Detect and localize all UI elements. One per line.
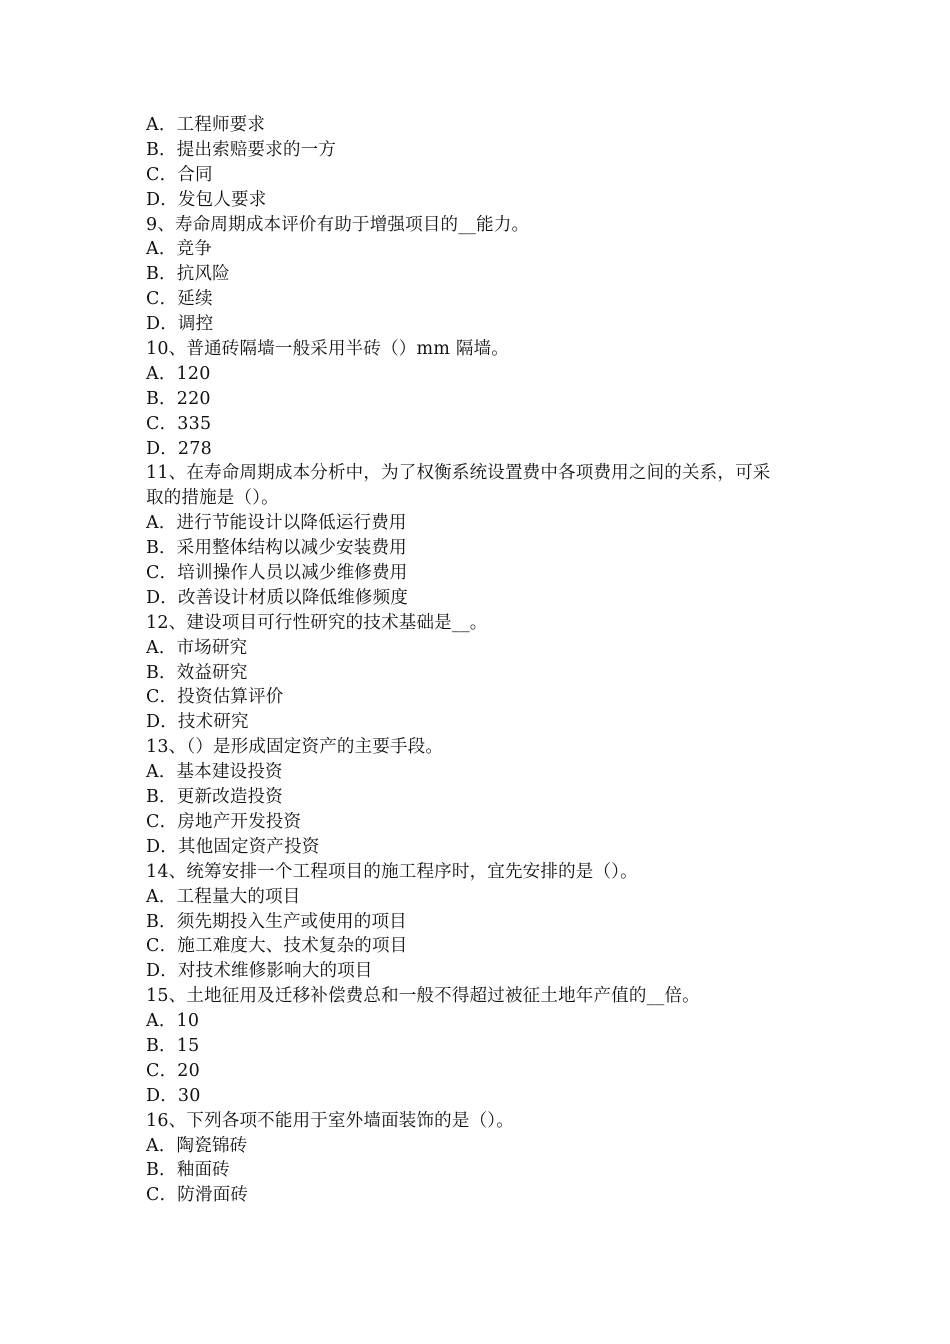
option-line: B．须先期投入生产或使用的项目 — [146, 911, 407, 932]
option-line: C．防滑面砖 — [146, 1185, 249, 1206]
option-line: D．发包人要求 — [146, 189, 267, 210]
option-line: D．改善设计材质以降低维修频度 — [146, 587, 409, 608]
option-line: A．市场研究 — [146, 637, 248, 658]
option-line: A．陶瓷锦砖 — [146, 1135, 248, 1156]
option-line: D．278 — [146, 438, 212, 459]
option-line: B．220 — [146, 388, 211, 409]
option-line: D．调控 — [146, 314, 214, 335]
option-line: C．投资估算评价 — [146, 687, 284, 708]
option-line: A．竞争 — [146, 239, 212, 260]
question-line: 9、寿命周期成本评价有助于增强项目的__能力。 — [146, 214, 530, 235]
question-line: 14、统筹安排一个工程项目的施工程序时，宜先安排的是（）。 — [146, 861, 638, 882]
option-line: D．对技术维修影响大的项目 — [146, 961, 373, 982]
option-line: D．30 — [146, 1085, 201, 1106]
option-line: A．10 — [146, 1011, 200, 1032]
option-line: A．进行节能设计以降低运行费用 — [146, 513, 407, 534]
option-line: C．房地产开发投资 — [146, 811, 302, 832]
option-line: C．20 — [146, 1060, 200, 1081]
option-line: D．其他固定资产投资 — [146, 836, 320, 857]
option-line: B．更新改造投资 — [146, 787, 283, 808]
option-line: C．延续 — [146, 289, 213, 310]
option-line: A．工程量大的项目 — [146, 886, 301, 907]
option-line: C．合同 — [146, 164, 213, 185]
option-line: A．基本建设投资 — [146, 762, 283, 783]
option-line: B．抗风险 — [146, 264, 230, 285]
document-body — [146, 113, 814, 1208]
option-line: A．120 — [146, 363, 211, 384]
option-line: A．工程师要求 — [146, 115, 266, 135]
option-line: C．施工难度大、技术复杂的项目 — [146, 936, 408, 957]
question-line-continued: 取的措施是（）。 — [146, 488, 279, 509]
option-line: C．335 — [146, 413, 212, 434]
option-line: B．效益研究 — [146, 662, 248, 683]
option-line: B．采用整体结构以减少安装费用 — [146, 538, 407, 559]
question-line: 16、下列各项不能用于室外墙面装饰的是（）。 — [146, 1110, 514, 1131]
question-line: 13、（）是形成固定资产的主要手段。 — [146, 737, 444, 758]
option-line: B．提出索赔要求的一方 — [146, 139, 337, 160]
question-line: 12、建设项目可行性研究的技术基础是__。 — [146, 612, 488, 633]
option-line: B．釉面砖 — [146, 1160, 230, 1181]
option-line: B．15 — [146, 1035, 200, 1056]
question-line: 11、在寿命周期成本分析中，为了权衡系统设置费中各项费用之间的关系，可采 — [146, 463, 771, 484]
question-line: 15、土地征用及迁移补偿费总和一般不得超过被征土地年产值的__倍。 — [146, 986, 700, 1007]
option-line: C．培训操作人员以减少维修费用 — [146, 563, 408, 584]
option-line: D．技术研究 — [146, 712, 249, 733]
question-line: 10、普通砖隔墙一般采用半砖（）mm 隔墙。 — [146, 339, 509, 360]
